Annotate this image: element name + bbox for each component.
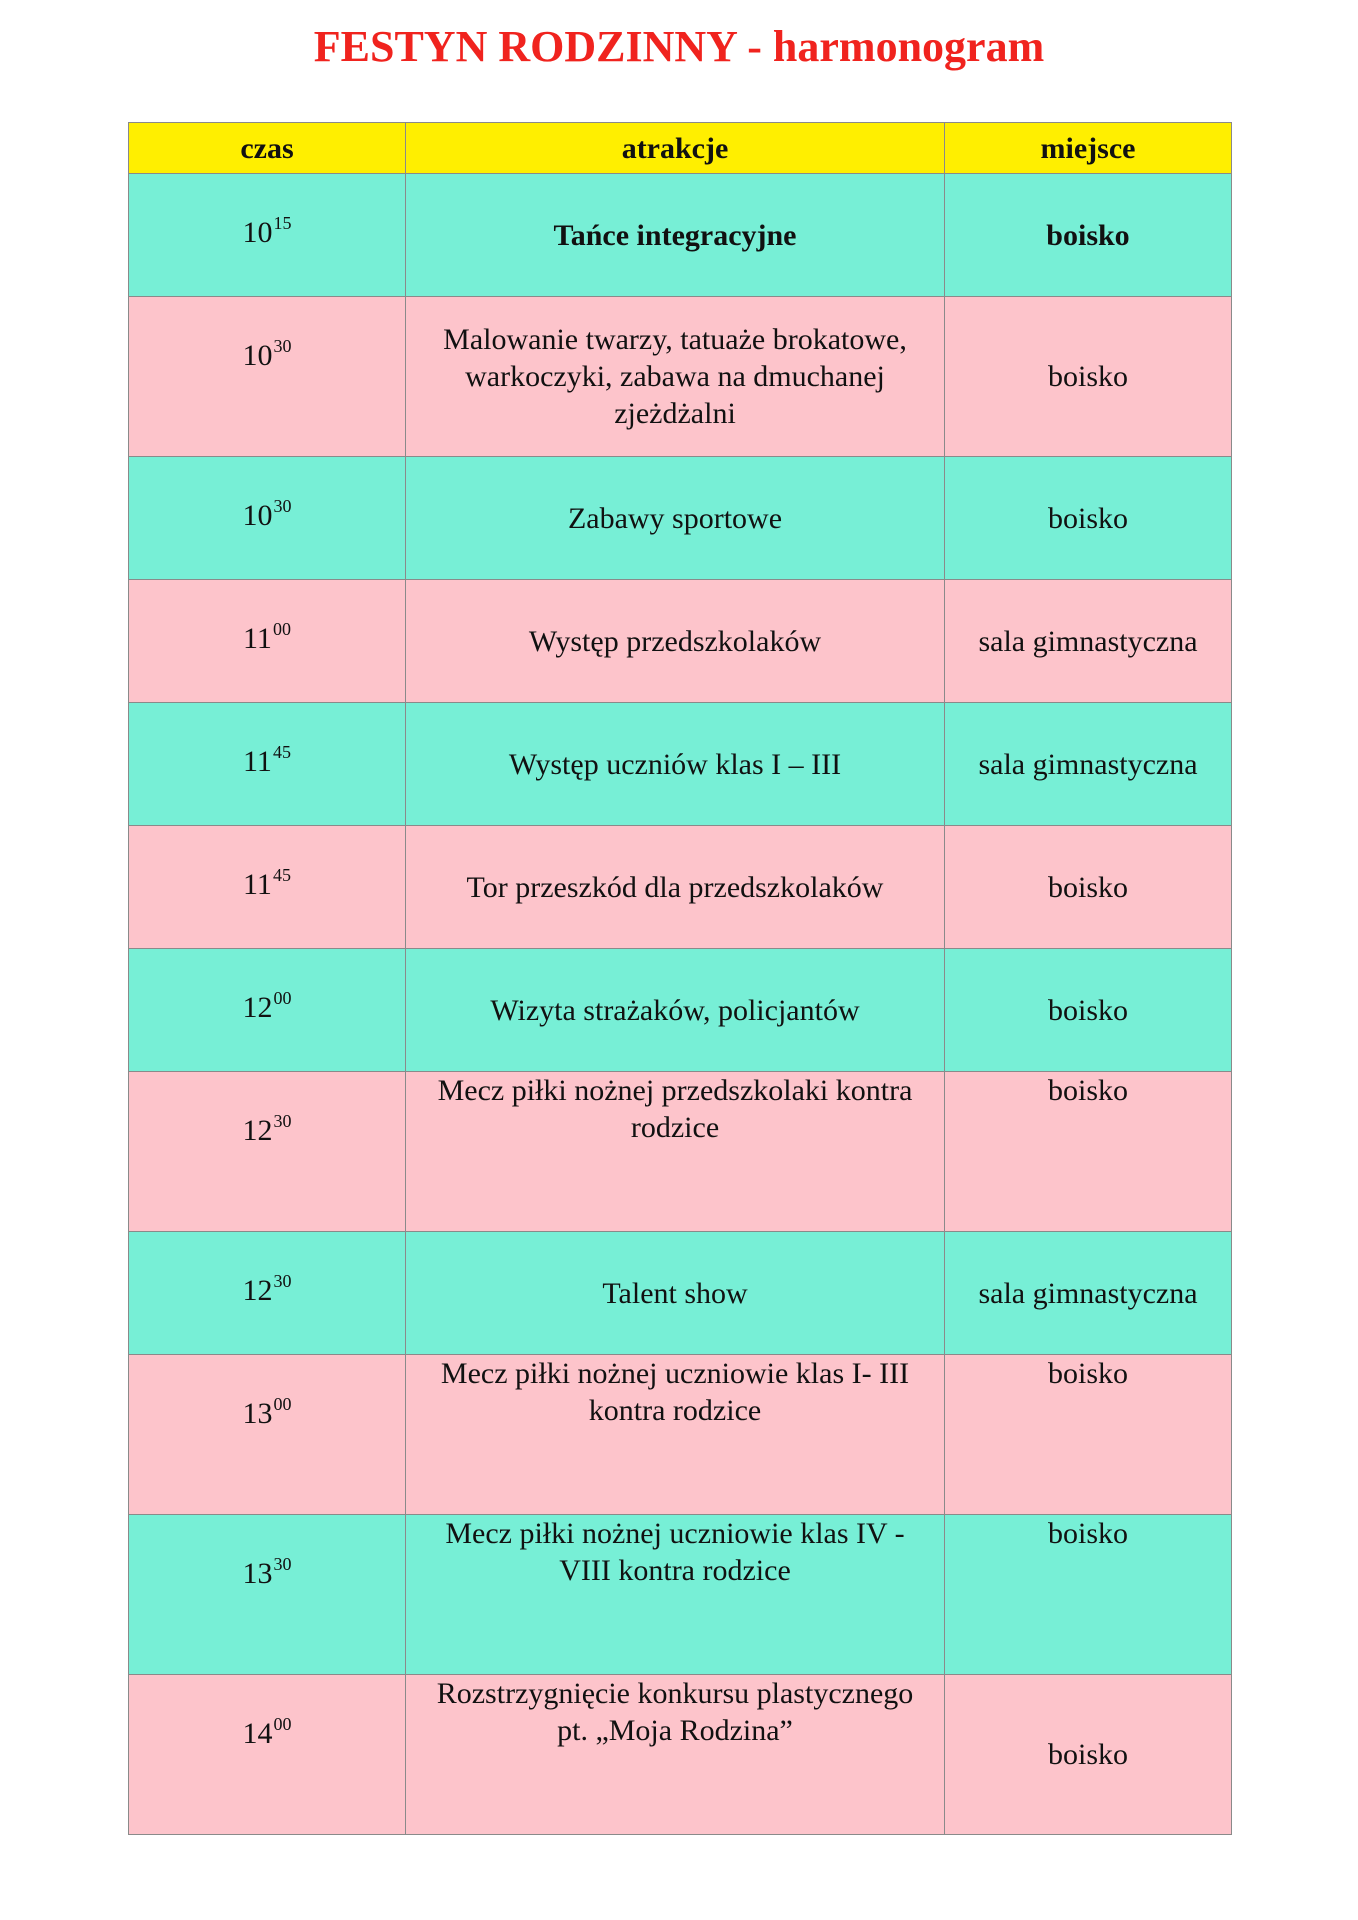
time-minutes: 00 bbox=[272, 619, 291, 639]
time-hour: 10 bbox=[242, 499, 273, 532]
time-hour: 12 bbox=[242, 1114, 273, 1147]
place-cell: boisko bbox=[945, 174, 1232, 297]
header-attractions: atrakcje bbox=[406, 123, 945, 174]
attraction-cell: Mecz piłki nożnej przedszkolaki kontra rodzice bbox=[406, 1072, 945, 1232]
time-minutes: 00 bbox=[273, 1394, 292, 1414]
place-cell: sala gimnastyczna bbox=[945, 703, 1232, 826]
attraction-cell: Tor przeszkód dla przedszkolaków bbox=[406, 826, 945, 949]
place-cell: boisko bbox=[945, 457, 1232, 580]
time-hour: 10 bbox=[242, 339, 273, 372]
time-hour: 12 bbox=[242, 991, 273, 1024]
table-row bbox=[129, 826, 1232, 949]
time-hour: 14 bbox=[242, 1717, 273, 1750]
time-cell bbox=[129, 580, 406, 703]
table-row bbox=[129, 1675, 1232, 1835]
attraction-cell: Mecz piłki nożnej uczniowie klas I- III kontra rodzice bbox=[406, 1355, 945, 1515]
header-place: miejsce bbox=[945, 123, 1232, 174]
place-cell: boisko bbox=[945, 1515, 1232, 1675]
place-cell: boisko bbox=[945, 1072, 1232, 1232]
attraction-cell: Rozstrzygnięcie konkursu plastycznego pt. „Moja Rodzina” bbox=[406, 1675, 945, 1835]
table-row bbox=[129, 457, 1232, 580]
time-minutes: 45 bbox=[272, 742, 291, 762]
place-cell: sala gimnastyczna bbox=[945, 1232, 1232, 1355]
place-cell: boisko bbox=[945, 297, 1232, 457]
time-cell bbox=[129, 703, 406, 826]
table-row bbox=[129, 297, 1232, 457]
place-cell: boisko bbox=[945, 949, 1232, 1072]
table-row bbox=[129, 580, 1232, 703]
time-minutes: 30 bbox=[273, 336, 292, 356]
time-cell bbox=[129, 826, 406, 949]
time-hour: 13 bbox=[242, 1557, 273, 1590]
table-row bbox=[129, 174, 1232, 297]
attraction-cell: Zabawy sportowe bbox=[406, 457, 945, 580]
time-cell bbox=[129, 1072, 406, 1232]
page-title: FESTYN RODZINNY - harmonogram bbox=[313, 22, 1045, 71]
table-row bbox=[129, 949, 1232, 1072]
table-row bbox=[129, 1515, 1232, 1675]
time-minutes: 00 bbox=[273, 1714, 292, 1734]
time-minutes: 30 bbox=[273, 496, 292, 516]
place-cell: boisko bbox=[945, 1675, 1232, 1835]
time-hour: 11 bbox=[243, 745, 272, 778]
place-cell: boisko bbox=[945, 826, 1232, 949]
attraction-cell: Tańce integracyjne bbox=[406, 174, 945, 297]
time-hour: 10 bbox=[242, 216, 273, 249]
place-cell: sala gimnastyczna bbox=[945, 580, 1232, 703]
time-hour: 13 bbox=[242, 1397, 273, 1430]
table-header-row bbox=[129, 123, 1232, 174]
time-cell bbox=[129, 174, 406, 297]
table-row bbox=[129, 703, 1232, 826]
time-hour: 11 bbox=[243, 868, 272, 901]
attraction-cell: Mecz piłki nożnej uczniowie klas IV - VIII kontra rodzice bbox=[406, 1515, 945, 1675]
time-cell bbox=[129, 1675, 406, 1835]
time-minutes: 00 bbox=[273, 988, 292, 1008]
time-minutes: 45 bbox=[272, 865, 291, 885]
attraction-cell: Wizyta strażaków, policjantów bbox=[406, 949, 945, 1072]
time-cell bbox=[129, 949, 406, 1072]
time-hour: 11 bbox=[243, 622, 272, 655]
time-cell bbox=[129, 1355, 406, 1515]
time-minutes: 30 bbox=[273, 1111, 292, 1131]
time-cell bbox=[129, 457, 406, 580]
time-cell bbox=[129, 297, 406, 457]
table-row bbox=[129, 1232, 1232, 1355]
table-row bbox=[129, 1072, 1232, 1232]
place-cell: boisko bbox=[945, 1355, 1232, 1515]
header-time: czas bbox=[129, 123, 406, 174]
attraction-cell: Talent show bbox=[406, 1232, 945, 1355]
time-minutes: 30 bbox=[273, 1554, 292, 1574]
time-minutes: 30 bbox=[273, 1271, 292, 1291]
attraction-cell: Występ uczniów klas I – III bbox=[406, 703, 945, 826]
time-cell bbox=[129, 1232, 406, 1355]
attraction-cell: Występ przedszkolaków bbox=[406, 580, 945, 703]
time-hour: 12 bbox=[242, 1274, 273, 1307]
schedule-table bbox=[128, 122, 1232, 1835]
time-minutes: 15 bbox=[273, 213, 292, 233]
time-cell bbox=[129, 1515, 406, 1675]
attraction-cell: Malowanie twarzy, tatuaże brokatowe, warkoczyki, zabawa na dmuchanej zjeżdżalni bbox=[406, 297, 945, 457]
table-row bbox=[129, 1355, 1232, 1515]
